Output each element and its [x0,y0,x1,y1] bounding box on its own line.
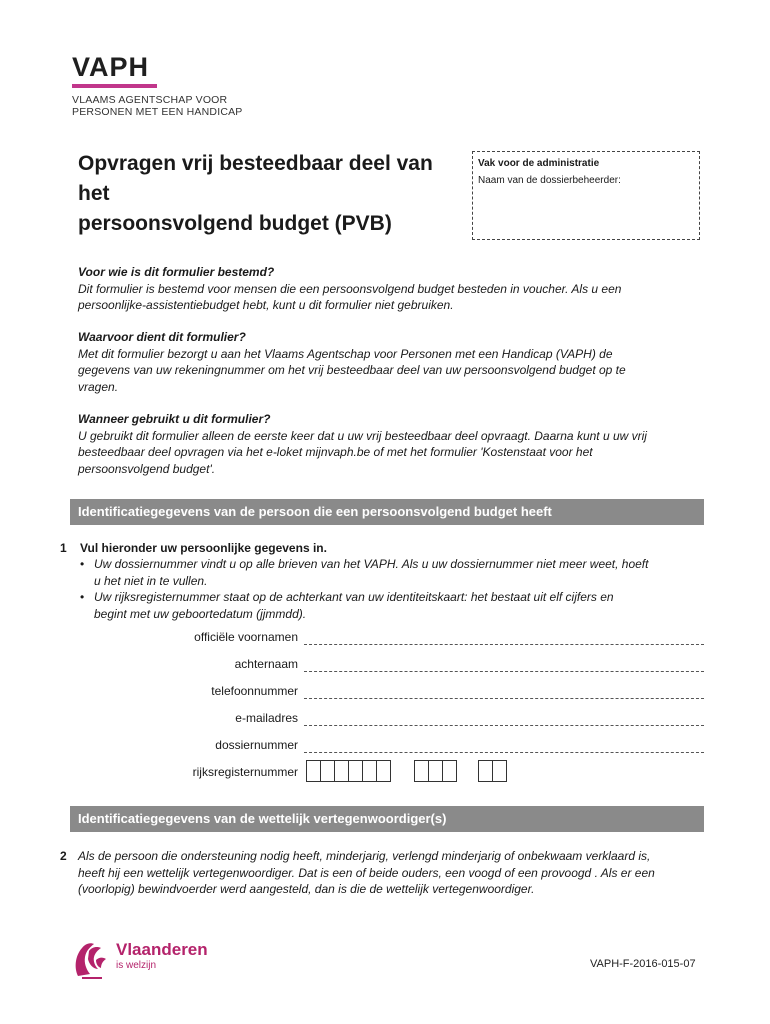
intro-line: Dit formulier is bestemd voor mensen die een persoonsvolgend budget besteden in voucher. Als u een [78,281,622,296]
list-item-line: • Uw dossiernummer vindt u op alle brieven van het VAPH. Als u uw dossiernummer niet meer weet, hoeft [94,557,649,571]
logo-subtitle-line1: VLAAMS AGENTSCHAP VOOR [72,94,228,106]
field-achternaam [70,657,710,677]
rijksregister-check-boxes [478,760,506,782]
question-2-text [78,848,708,898]
field-label: dossiernummer [215,738,298,752]
question-title: Vul hieronder uw persoonlijke gegevens in. [80,541,327,555]
intro-question: Voor wie is dit formulier bestemd? [78,265,275,279]
digit-box[interactable] [478,760,493,782]
intro-line: vragen. [78,379,119,394]
list-item [80,589,710,622]
question-2-line: heeft hij een wettelijk vertegenwoordiger. Dat is een of beide ouders, een voogd of een provoogd . Als er een [78,865,655,880]
field-emailadres [70,711,710,731]
field-label: rijksregisternummer [192,765,298,779]
digit-box[interactable] [376,760,391,782]
voornamen-input[interactable] [304,644,704,645]
field-telefoonnummer [70,684,710,704]
document-id: VAPH-F-2016-015-07 [590,958,696,970]
list-item-line: • Uw rijksregisternummer staat op de achterkant van uw identiteitskaart: het bestaat uit elf cijfers en [94,590,614,604]
intro-line: gegevens van uw rekeningnummer om het vrij besteedbaar deel van uw persoonsvolgend budget op te [78,363,626,377]
intro-question: Wanneer gebruikt u dit formulier? [78,412,271,426]
rijksregister-sequence-boxes [414,760,456,782]
instruction-list [80,556,710,622]
digit-box[interactable] [334,760,349,782]
form-title [78,149,468,239]
digit-box[interactable] [306,760,321,782]
digit-box[interactable] [428,760,443,782]
vlaanderen-lion-icon [72,938,110,982]
list-item-line: u het niet in te vullen. [94,573,208,588]
logo-subtitle-line2: PERSONEN MET EEN HANDICAP [72,106,243,118]
achternaam-input[interactable] [304,671,704,672]
intro-block-2 [78,329,708,395]
field-label: officiële voornamen [194,630,298,644]
field-label: telefoonnummer [211,684,298,698]
field-voornamen [70,630,710,650]
form-title-line1: Opvragen vrij besteedbaar deel van het [78,152,433,205]
dossiernummer-input[interactable] [304,752,704,753]
digit-box[interactable] [414,760,429,782]
question-2-line: Als de persoon die ondersteuning nodig heeft, minderjarig, verlengd minderjarig of onbekwaam verklaard is, [78,849,651,863]
intro-line: persoonsvolgend budget'. [78,461,216,476]
admin-box [472,151,700,240]
question-number: 1 [60,541,67,555]
intro-line: besteedbaar deel opvragen via het e-loket mijnvaph.be of met het formulier 'Kostenstaat voor het [78,445,593,459]
logo-subtitle [72,94,243,118]
telefoonnummer-input[interactable] [304,698,704,699]
intro-line: Met dit formulier bezorgt u aan het Vlaams Agentschap voor Personen met een Handicap (VAPH) de [78,346,613,361]
list-item [80,556,710,589]
vaph-logo: VAPH [72,52,150,82]
section-heading-representative: Identificatiegegevens van de wettelijk vertegenwoordiger(s) [70,806,704,832]
intro-line: U gebruikt dit formulier alleen de eerste keer dat u uw vrij besteedbaar deel opvraagt. Daarna kunt u uw vrij [78,428,647,443]
emailadres-input[interactable] [304,725,704,726]
admin-box-line: Naam van de dossierbeheerder: [478,175,621,186]
list-item-line: begint met uw geboortedatum (jjmmdd). [94,606,307,621]
intro-block-1 [78,264,708,314]
field-label: achternaam [234,657,298,671]
digit-box[interactable] [320,760,335,782]
field-rijksregisternummer [70,760,710,784]
logo-underline [72,84,157,88]
vlaanderen-tagline: is welzijn [116,960,157,971]
form-title-line2: persoonsvolgend budget (PVB) [78,212,392,235]
admin-box-title: Vak voor de administratie [478,158,600,169]
field-dossiernummer [70,738,710,758]
question-2-line: (voorlopig) bewindvoerder werd aangesteld, dan is die de wettelijk vertegenwoordiger. [78,882,535,896]
section-heading-person: Identificatiegegevens van de persoon die een persoonsvolgend budget heeft [70,499,704,525]
vlaanderen-wordmark: Vlaanderen [116,940,208,959]
digit-box[interactable] [492,760,507,782]
digit-box[interactable] [362,760,377,782]
field-label: e-mailadres [235,711,298,725]
intro-line: persoonlijke-assistentiebudget hebt, kunt u dit formulier niet gebruiken. [78,298,454,312]
rijksregister-birthdate-boxes [306,760,390,782]
digit-box[interactable] [348,760,363,782]
intro-question: Waarvoor dient dit formulier? [78,330,246,344]
digit-box[interactable] [442,760,457,782]
question-number: 2 [60,849,67,863]
intro-block-3 [78,411,708,477]
